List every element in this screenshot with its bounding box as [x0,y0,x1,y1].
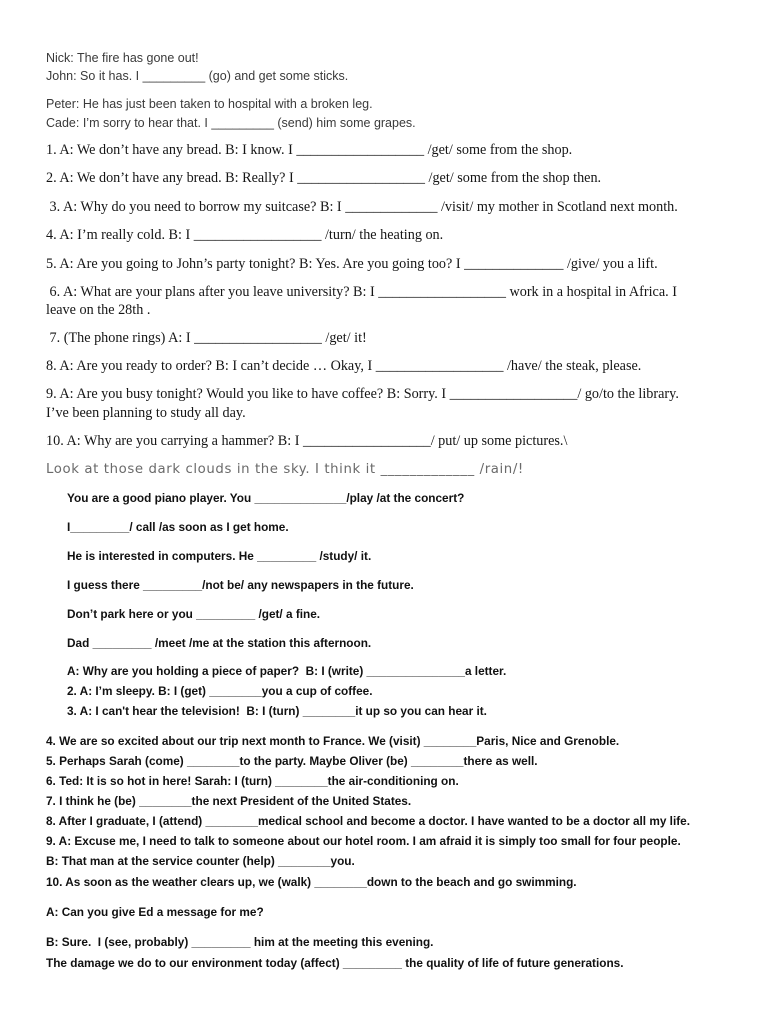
bold-exercise-item: B: Sure. I (see, probably) _________ him at the meeting this evening. [46,935,434,949]
bold-exercise-item: 9. A: Excuse me, I need to talk to someone about our hotel room. I am afraid it is simply too small for four people. [46,834,681,848]
exercise-item-continuation: leave on the 28th . [46,302,151,318]
bold-exercise-item: 8. After I graduate, I (attend) ________medical school and become a doctor. I have wanted to be a doctor all my life. [46,814,690,828]
exercise-item: 5. A: Are you going to John’s party tonight? B: Yes. Are you going too? I ______________ /give/ you a lift. [46,256,658,272]
bold-exercise-item: Dad _________ /meet /me at the station this afternoon. [67,636,372,650]
gray-exercise-line: Look at those dark clouds in the sky. I think it _____________ /rain/! [46,462,524,477]
bold-exercise-item: A: Can you give Ed a message for me? [46,905,264,919]
bold-exercise-item: The damage we do to our environment today (affect) _________ the quality of life of future generations. [46,956,624,970]
bold-exercise-item: B: That man at the service counter (help) ________you. [46,854,355,868]
bold-exercise-item: 2. A: I’m sleepy. B: I (get) ________you a cup of coffee. [67,684,373,698]
exercise-item: 3. A: Why do you need to borrow my suitcase? B: I _____________ /visit/ my mother in Scotland next month. [46,199,678,215]
exercise-item: 8. A: Are you ready to order? B: I can’t decide … Okay, I __________________ /have/ the steak, please. [46,358,642,374]
bold-exercise-item: I_________/ call /as soon as I get home. [67,520,289,534]
bold-exercise-item: 6. Ted: It is so hot in here! Sarah: I (turn) ________the air-conditioning on. [46,774,459,788]
bold-exercise-item: You are a good piano player. You ______________/play /at the concert? [67,491,465,505]
dialogue-2-line-1: Peter: He has just been taken to hospital with a broken leg. [46,97,373,111]
bold-exercise-item: I guess there _________/not be/ any newspapers in the future. [67,578,414,592]
bold-exercise-item: Don’t park here or you _________ /get/ a fine. [67,607,321,621]
exercise-item: 6. A: What are your plans after you leave university? B: I __________________ work in a hospital in Africa. I [46,284,677,300]
dialogue-1-line-2: John: So it has. I _________ (go) and get some sticks. [46,69,349,83]
bold-exercise-item: 3. A: I can't hear the television! B: I (turn) ________it up so you can hear it. [67,704,487,718]
bold-exercise-item: 7. I think he (be) ________the next President of the United States. [46,794,412,808]
exercise-item: 4. A: I’m really cold. B: I __________________ /turn/ the heating on. [46,227,444,243]
bold-exercise-item: 4. We are so excited about our trip next month to France. We (visit) ________Paris, Nice and Grenoble. [46,734,620,748]
dialogue-1-line-1: Nick: The fire has gone out! [46,51,199,65]
bold-exercise-item: 5. Perhaps Sarah (come) ________to the party. Maybe Oliver (be) ________there as well. [46,754,538,768]
bold-exercise-item: He is interested in computers. He _________ /study/ it. [67,549,372,563]
exercise-item: 10. A: Why are you carrying a hammer? B: I __________________/ put/ up some pictures.\ [46,433,568,449]
exercise-item: 7. (The phone rings) A: I __________________ /get/ it! [46,330,367,346]
exercise-item-continuation: I’ve been planning to study all day. [46,405,246,421]
bold-exercise-item: 10. As soon as the weather clears up, we (walk) ________down to the beach and go swimming. [46,875,577,889]
dialogue-2-line-2: Cade: I’m sorry to hear that. I _________ (send) him some grapes. [46,116,416,130]
exercise-item: 9. A: Are you busy tonight? Would you like to have coffee? B: Sorry. I __________________/ go/to the library. [46,386,679,402]
exercise-item: 1. A: We don’t have any bread. B: I know. I __________________ /get/ some from the shop. [46,142,573,158]
exercise-item: 2. A: We don’t have any bread. B: Really? I __________________ /get/ some from the shop then. [46,170,602,186]
bold-exercise-item: A: Why are you holding a piece of paper? B: I (write) _______________a letter. [67,664,507,678]
